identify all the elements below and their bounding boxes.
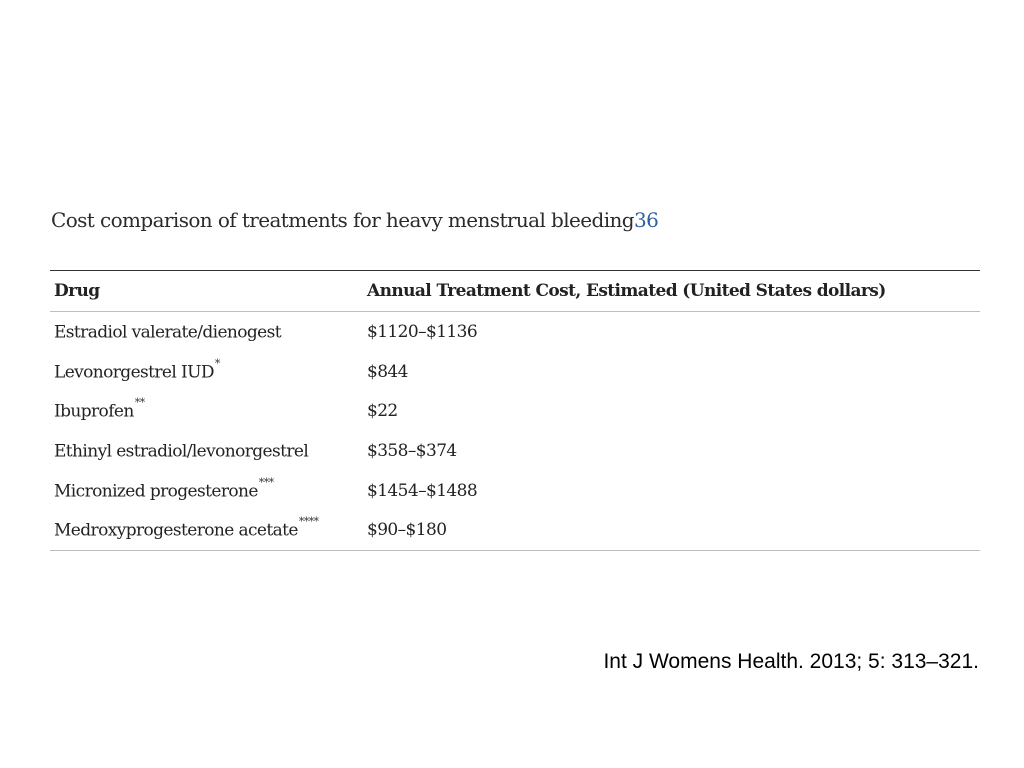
footnote-marker: **** [298, 515, 319, 529]
table-caption [51, 208, 658, 232]
citation: Int J Womens Health. 2013; 5: 313–321. [603, 650, 979, 673]
drug-name: Estradiol valerate/dienogest [54, 322, 282, 343]
drug-cell [50, 352, 363, 392]
drug-cell [50, 312, 363, 352]
drug-name: Medroxyprogesterone acetate [54, 521, 298, 542]
cost-cell: $1120–$1136 [367, 321, 478, 342]
cost-cell: $1454–$1488 [367, 480, 478, 501]
cost-cell: $90–$180 [367, 520, 447, 541]
footnote-marker: ** [134, 396, 145, 410]
drug-cell [50, 510, 363, 550]
footnote-marker: *** [258, 475, 274, 489]
drug-name: Levonorgestrel IUD [54, 362, 214, 383]
cost-cell: $22 [367, 401, 398, 422]
cost-cell: $358–$374 [367, 440, 457, 461]
reference-link[interactable]: 36 [633, 208, 659, 232]
drug-name: Micronized progesterone [54, 481, 258, 502]
drug-name: Ethinyl estradiol/levonorgestrel [54, 441, 309, 462]
drug-cell [50, 391, 363, 431]
table-row [50, 431, 980, 471]
table-row [50, 510, 980, 550]
header-annual-cost: Annual Treatment Cost, Estimated (United States dollars) [367, 281, 886, 301]
table-header-row [50, 271, 980, 312]
drug-name: Ibuprofen [54, 402, 134, 423]
table-row [50, 312, 980, 352]
footnote-marker: * [214, 356, 220, 370]
cost-comparison-table [50, 270, 980, 551]
cost-cell: $844 [367, 361, 408, 382]
table-row [50, 352, 980, 392]
header-drug: Drug [54, 281, 100, 301]
caption-text: Cost comparison of treatments for heavy menstrual bleeding [51, 208, 634, 232]
table-row [50, 391, 980, 431]
table-row [50, 471, 980, 511]
drug-cell [50, 431, 363, 471]
drug-cell [50, 471, 363, 511]
